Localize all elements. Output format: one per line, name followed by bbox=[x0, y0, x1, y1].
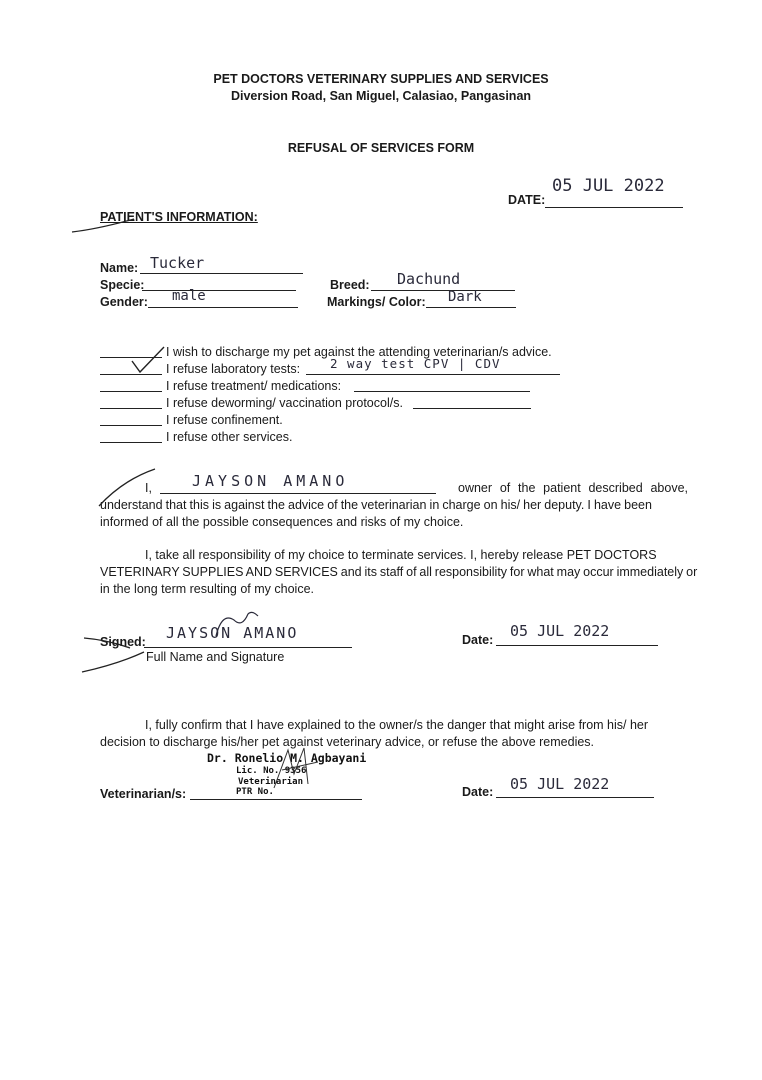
signature-scribble bbox=[212, 606, 262, 642]
vet-stamp-license: Lic. No. 9356 bbox=[236, 766, 307, 776]
option-fill-line bbox=[306, 374, 560, 375]
responsibility-line3: in the long term resulting of my choice. bbox=[100, 582, 314, 596]
veterinarian-label: Veterinarian/s: bbox=[100, 787, 187, 801]
option-text: I wish to discharge my pet against the attending veterinarian/s advice. bbox=[166, 345, 552, 359]
company-name: PET DOCTORS VETERINARY SUPPLIES AND SERVICES bbox=[213, 72, 549, 86]
option-text: I refuse treatment/ medications: bbox=[166, 379, 342, 393]
date-value: 05 JUL 2022 bbox=[552, 176, 665, 196]
vet-stamp-ptr: PTR No. bbox=[236, 787, 274, 797]
option-text: I refuse confinement. bbox=[166, 413, 283, 427]
name-line bbox=[140, 273, 303, 274]
signed-date-value: 05 JUL 2022 bbox=[510, 622, 610, 640]
vet-statement-line1: I, fully confirm that I have explained to the owner/s the danger that might arise from his/ her bbox=[145, 718, 649, 732]
breed-label: Breed: bbox=[330, 278, 370, 292]
markings-label: Markings/ Color: bbox=[327, 295, 426, 309]
pen-stroke-mark bbox=[78, 628, 154, 676]
option-blank bbox=[100, 391, 162, 392]
option-blank bbox=[100, 425, 162, 426]
specie-label: Specie: bbox=[100, 278, 145, 292]
option-text: I refuse other services. bbox=[166, 430, 293, 444]
signed-date-line bbox=[496, 645, 658, 646]
option-blank bbox=[100, 374, 162, 375]
owner-name-value: JAYSON AMANO bbox=[192, 472, 349, 490]
date-label: DATE: bbox=[508, 193, 546, 207]
option-blank bbox=[100, 408, 162, 409]
gender-label: Gender: bbox=[100, 295, 148, 309]
option-fill-value: 2 way test CPV | CDV bbox=[330, 356, 501, 371]
checkmark-icon bbox=[130, 345, 170, 375]
vet-date-line bbox=[496, 797, 654, 798]
option-text: I refuse laboratory tests: bbox=[166, 362, 301, 376]
vet-stamp-title: Veterinarian bbox=[238, 777, 304, 787]
vet-date-value: 05 JUL 2022 bbox=[510, 775, 610, 793]
signed-date-label: Date: bbox=[462, 633, 494, 647]
vet-date-label: Date: bbox=[462, 785, 494, 799]
markings-value: Dark bbox=[448, 289, 482, 305]
option-fill-line bbox=[354, 391, 530, 392]
owner-line3: informed of all the possible consequences and risks of my choice. bbox=[100, 515, 464, 529]
owner-name-line bbox=[160, 493, 436, 494]
gender-line bbox=[148, 307, 298, 308]
vet-statement-line2: decision to discharge his/her pet against veterinary advice, or refuse the above remedies. bbox=[100, 735, 595, 749]
veterinarian-line bbox=[190, 799, 362, 800]
breed-value: Dachund bbox=[397, 270, 461, 288]
responsibility-line2: VETERINARY SUPPLIES AND SERVICES and its staff of all responsibility for what may occur immediately or bbox=[100, 565, 698, 579]
responsibility-line1: I, take all responsibility of my choice to terminate services. I, hereby release PET DOCTORS bbox=[145, 548, 657, 562]
signed-caption: Full Name and Signature bbox=[146, 650, 285, 664]
form-title: REFUSAL OF SERVICES FORM bbox=[287, 141, 475, 155]
pen-stroke-mark bbox=[68, 213, 138, 235]
vet-stamp-name: Dr. Ronelio M. Agbayani bbox=[207, 751, 367, 765]
company-address: Diversion Road, San Miguel, Calasiao, Pangasinan bbox=[230, 89, 532, 103]
name-value: Tucker bbox=[150, 254, 205, 272]
option-text: I refuse deworming/ vaccination protocol/s. bbox=[166, 396, 403, 410]
signed-value: JAYSON AMANO bbox=[166, 624, 299, 642]
breed-line bbox=[371, 290, 515, 291]
signed-label: Signed: bbox=[100, 635, 146, 649]
owner-i: I, bbox=[145, 481, 152, 495]
owner-line2: understand that this is against the advice of the veterinarian in charge on his/ her deputy. I have been bbox=[100, 498, 652, 512]
option-fill-line bbox=[413, 408, 531, 409]
signed-line bbox=[144, 647, 352, 648]
vet-signature-scribble bbox=[268, 744, 328, 794]
option-blank bbox=[100, 442, 162, 443]
gender-value: male bbox=[172, 288, 206, 304]
markings-line bbox=[426, 307, 516, 308]
specie-line bbox=[142, 290, 296, 291]
name-label: Name: bbox=[100, 261, 139, 275]
owner-line1-rest: owner of the patient described above, bbox=[458, 481, 688, 495]
pen-stroke-mark bbox=[95, 466, 165, 508]
date-line bbox=[545, 207, 683, 208]
patient-info-heading: PATIENT'S INFORMATION: bbox=[100, 210, 258, 224]
